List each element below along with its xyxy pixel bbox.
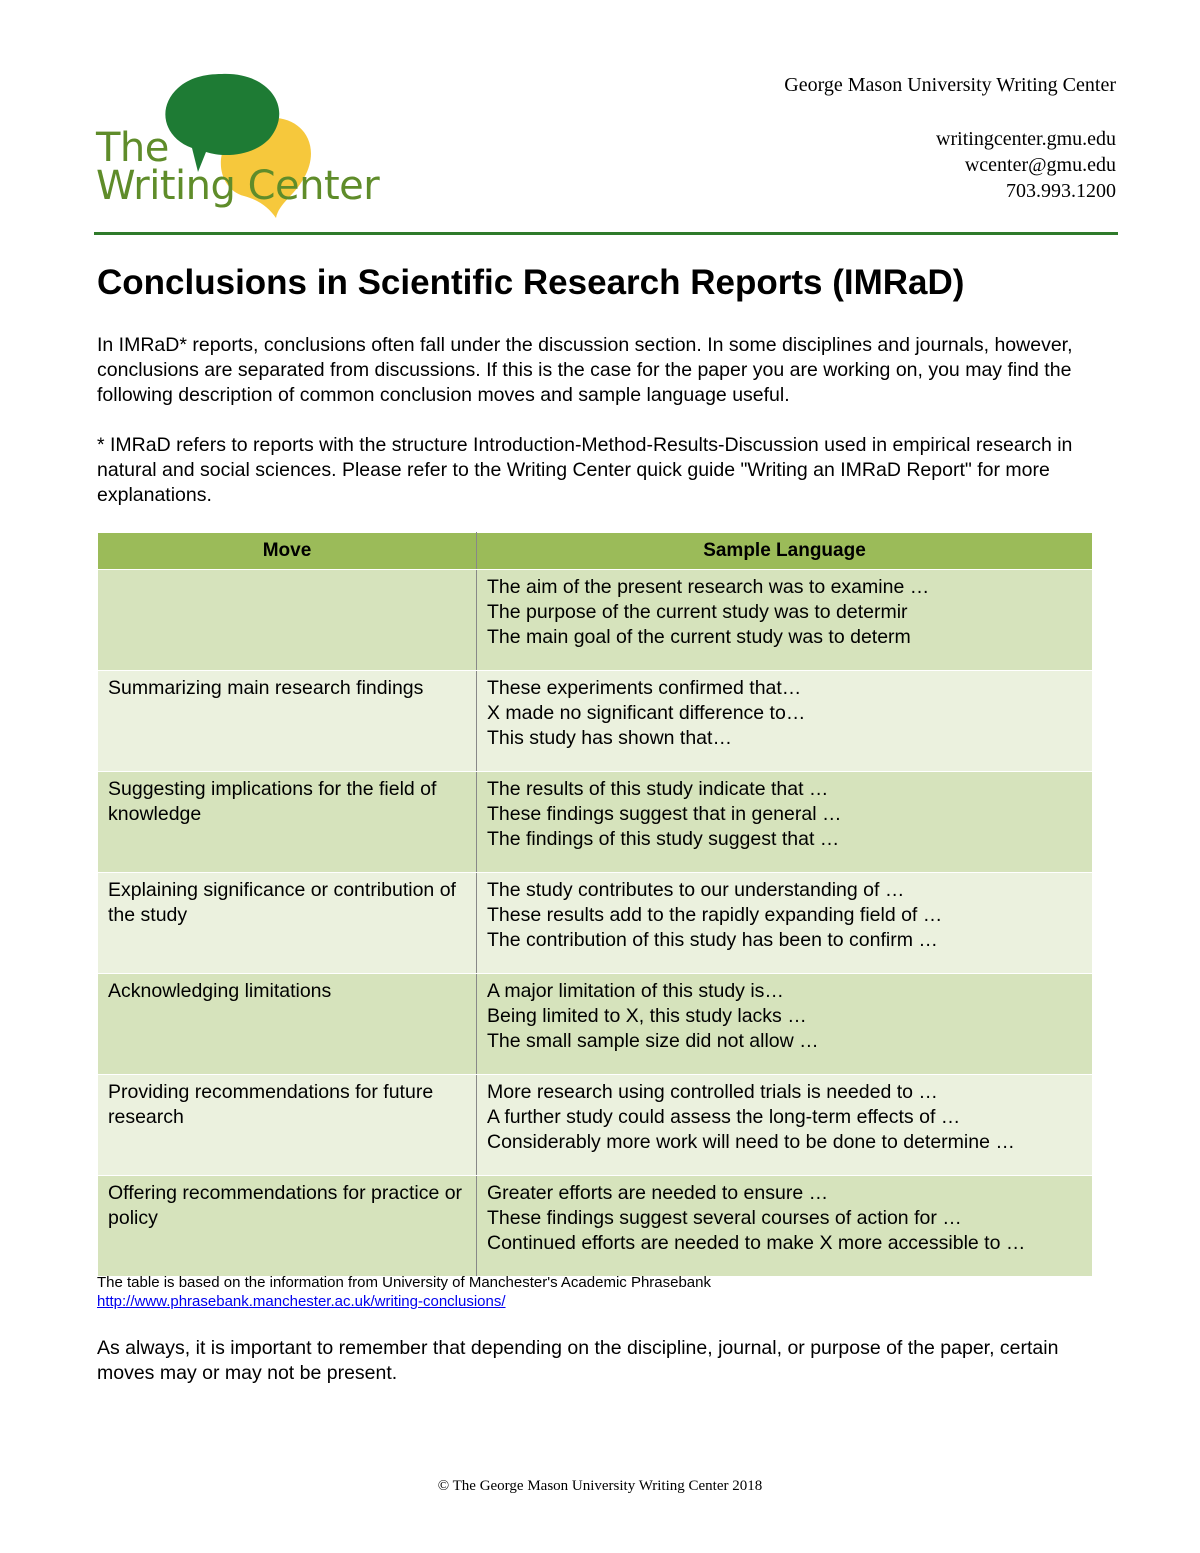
- table-row: [98, 1176, 1093, 1277]
- sample-line: Considerably more work will need to be done to determine …: [487, 1131, 1015, 1153]
- moves-table: [97, 532, 1093, 1277]
- sample-line: These experiments confirmed that…: [487, 677, 802, 699]
- sample-line: The small sample size did not allow …: [487, 1030, 819, 1052]
- sample-line: A further study could assess the long-term effects of …: [487, 1106, 961, 1128]
- phone-number: 703.993.1200: [1006, 180, 1116, 202]
- sample-line: The contribution of this study has been to confirm …: [487, 929, 938, 951]
- sample-cell: [477, 570, 1093, 671]
- sample-line: The purpose of the current study was to determir: [487, 601, 908, 623]
- table-header-row: [98, 533, 1093, 570]
- sample-cell: [477, 873, 1093, 974]
- org-name: George Mason University Writing Center: [784, 74, 1116, 96]
- sample-line: A major limitation of this study is…: [487, 980, 784, 1002]
- website-link[interactable]: writingcenter.gmu.edu: [936, 128, 1116, 150]
- phrasebank-link[interactable]: http://www.phrasebank.manchester.ac.uk/writing-conclusions/: [97, 1293, 506, 1310]
- footer-copyright: © The George Mason University Writing Center 2018: [437, 1478, 763, 1494]
- table-row: [98, 873, 1093, 974]
- move-cell: Offering recommendations for practice or policy: [98, 1176, 477, 1277]
- source-note: [97, 1273, 711, 1311]
- sample-line: This study has shown that…: [487, 727, 732, 749]
- table-row: [98, 1075, 1093, 1176]
- sample-cell: [477, 772, 1093, 873]
- sample-cell: [477, 1075, 1093, 1176]
- move-cell: Summarizing main research findings: [98, 671, 477, 772]
- contact-block: [784, 72, 1116, 204]
- intro-paragraph: In IMRaD* reports, conclusions often fall under the discussion section. In some disciplines and journals, however, conclusions are separated from discussions. If this is the case for the paper you are working on, you may find the following description of common conclusion moves and sample language useful.: [97, 334, 1073, 406]
- sample-line: These findings suggest several courses of action for …: [487, 1207, 962, 1229]
- email-link[interactable]: wcenter@gmu.edu: [964, 154, 1116, 176]
- writing-center-logo: [94, 68, 394, 228]
- source-text: The table is based on the information from University of Manchester's Academic Phrasebank: [97, 1274, 711, 1291]
- sample-line: X made no significant difference to…: [487, 702, 806, 724]
- move-cell: Suggesting implications for the field of knowledge: [98, 772, 477, 873]
- table-row: [98, 671, 1093, 772]
- sample-line: More research using controlled trials is needed to …: [487, 1081, 938, 1103]
- table-row: [98, 570, 1093, 671]
- logo-line-writing-center: Writing Center: [96, 163, 380, 209]
- sample-cell: [477, 671, 1093, 772]
- sample-line: The findings of this study suggest that …: [487, 828, 840, 850]
- sample-cell: [477, 974, 1093, 1075]
- page-title: Conclusions in Scientific Research Reports (IMRaD): [97, 263, 965, 302]
- sample-line: Continued efforts are needed to make X more accessible to …: [487, 1232, 1026, 1254]
- move-cell: Explaining significance or contribution of the study: [98, 873, 477, 974]
- footnote-paragraph: * IMRaD refers to reports with the structure Introduction-Method-Results-Discussion used in empirical research in natural and social sciences. Please refer to the Writing Center quick guide "Writing an IMRaD Report" for more explanations.: [97, 434, 1073, 506]
- sample-line: The aim of the present research was to examine …: [487, 576, 930, 598]
- sample-cell: [477, 1176, 1093, 1277]
- sample-line: The study contributes to our understanding of …: [487, 879, 905, 901]
- closing-paragraph: As always, it is important to remember that depending on the discipline, journal, or purpose of the paper, certain moves may or may not be present.: [97, 1337, 1059, 1384]
- header-move: Move: [98, 533, 477, 570]
- sample-line: The main goal of the current study was to determ: [487, 626, 911, 648]
- sample-line: Being limited to X, this study lacks …: [487, 1005, 807, 1027]
- table-row: [98, 974, 1093, 1075]
- logo-line-the: The: [96, 125, 169, 171]
- sample-line: These results add to the rapidly expanding field of …: [487, 904, 943, 926]
- header-sample-language: Sample Language: [477, 533, 1093, 570]
- header-divider: [94, 232, 1118, 235]
- table-row: [98, 772, 1093, 873]
- sample-line: The results of this study indicate that …: [487, 778, 829, 800]
- sample-line: These findings suggest that in general …: [487, 803, 842, 825]
- move-cell: Providing recommendations for future research: [98, 1075, 477, 1176]
- sample-line: Greater efforts are needed to ensure …: [487, 1182, 829, 1204]
- move-cell: Acknowledging limitations: [98, 974, 477, 1075]
- move-cell: [98, 570, 477, 671]
